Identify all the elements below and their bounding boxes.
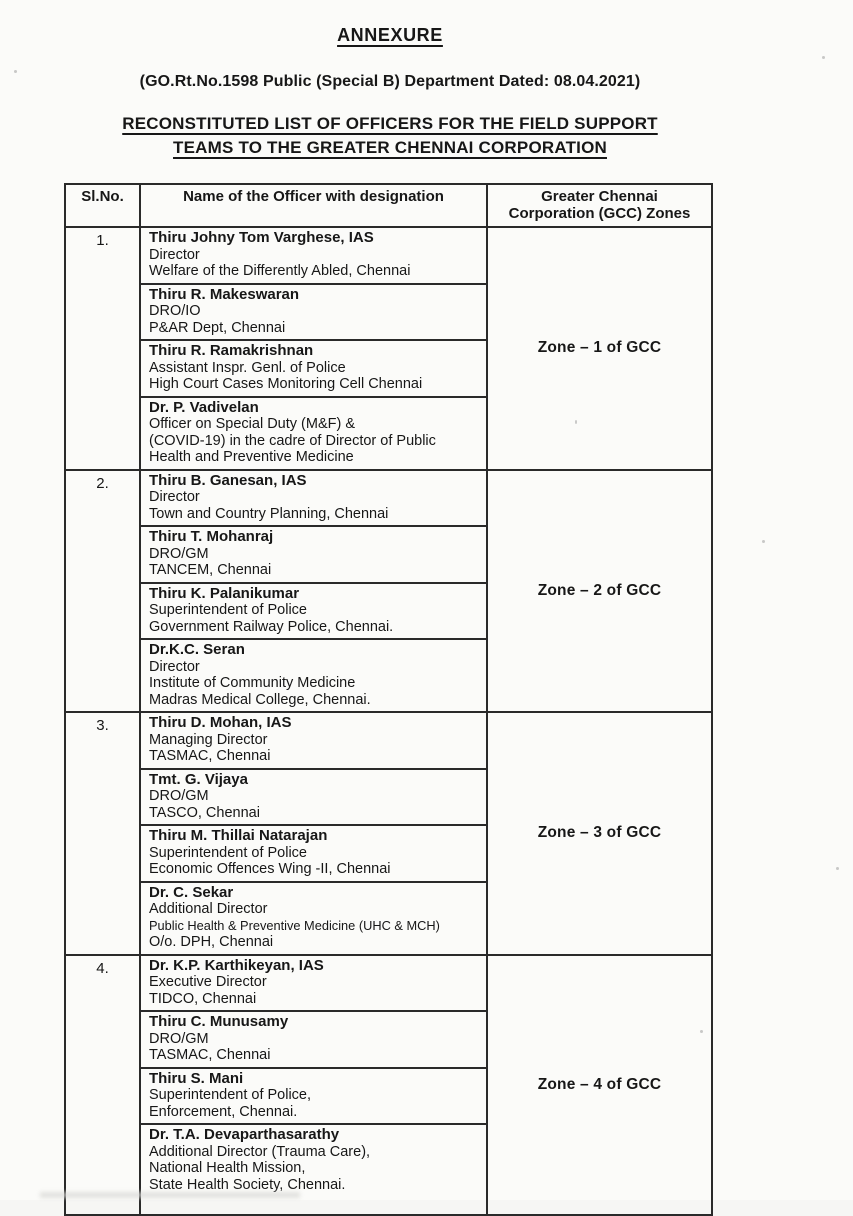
officer-name: Thiru R. Ramakrishnan: [149, 342, 314, 359]
officer-designation-line: Additional Director (Trauma Care),: [149, 1143, 371, 1160]
officer-designation-line: Government Railway Police, Chennai.: [149, 618, 394, 635]
officer-entry: [141, 1010, 486, 1067]
go-reference: (GO.Rt.No.1598 Public (Special B) Department Dated: 08.04.2021): [139, 73, 641, 90]
officer-designation-line: Superintendent of Police,: [149, 1087, 312, 1103]
officer-designation-line: P&AR Dept, Chennai: [149, 319, 286, 336]
officer-designation-line: Officer on Special Duty (M&F) &: [149, 416, 356, 432]
officers-cell: [140, 227, 487, 470]
officer-name: Thiru T. Mohanraj: [149, 528, 274, 545]
officer-designation-line: TANCEM, Chennai: [149, 562, 272, 578]
officer-designation-line: TASCO, Chennai: [149, 804, 260, 821]
officer-name: Tmt. G. Vijaya: [149, 770, 248, 788]
officer-name: Thiru Johny Tom Varghese, IAS: [149, 229, 374, 246]
table-row: [65, 227, 712, 470]
col-header-zone-text: Greater Chennai Corporation (GCC) Zones: [508, 188, 691, 222]
officer-name: Thiru C. Munusamy: [149, 1013, 289, 1030]
officer-designation-line: Superintendent of Police: [149, 844, 307, 861]
officer-designation-line: Superintendent of Police: [149, 602, 307, 618]
slno-cell: 3.: [65, 712, 140, 955]
officers-cell: [140, 470, 487, 713]
officer-designation-line: Town and Country Planning, Chennai: [149, 505, 389, 522]
scan-speckle: [14, 70, 17, 73]
officer-designation-line: TASMAC, Chennai: [149, 1047, 271, 1063]
heading-line-1: RECONSTITUTED LIST OF OFFICERS FOR THE FIELD SUPPORT: [122, 114, 658, 133]
table-row: [65, 470, 712, 713]
officer-designation-line: Assistant Inspr. Genl. of Police: [149, 359, 346, 376]
officer-name: Thiru R. Makeswaran: [149, 285, 300, 303]
table-row: [65, 712, 712, 955]
officer-designation-line: Executive Director: [149, 974, 267, 990]
scan-speckle: [836, 867, 839, 870]
officer-entry: [141, 396, 486, 469]
document-content: [64, 0, 716, 1216]
officer-designation-line: O/o. DPH, Chennai: [149, 934, 274, 950]
officer-entry: [141, 339, 486, 396]
officer-name: Thiru S. Mani: [149, 1069, 244, 1087]
officer-entry: [141, 283, 486, 340]
officer-entry: [141, 1067, 486, 1124]
officer-name: Dr. K.P. Karthikeyan, IAS: [149, 956, 324, 974]
officer-designation-line: High Court Cases Monitoring Cell Chennai: [149, 376, 423, 392]
officers-cell: [140, 955, 487, 1216]
col-header-slno: Sl.No.: [65, 184, 140, 227]
officer-entry: [141, 713, 486, 768]
officer-entry: [141, 956, 486, 1011]
officer-name: Thiru M. Thillai Natarajan: [149, 827, 328, 844]
officer-designation-line: Additional Director: [149, 901, 268, 917]
officer-designation-line: DRO/GM: [149, 545, 209, 562]
officer-name: Thiru D. Mohan, IAS: [149, 714, 292, 731]
officer-entry: [141, 881, 486, 954]
scan-speckle: [575, 420, 577, 424]
officer-designation-line: State Health Society, Chennai.: [149, 1176, 346, 1193]
officer-designation-line: DRO/GM: [149, 788, 209, 804]
officer-designation-line: Director: [149, 246, 200, 263]
scan-speckle: [762, 540, 765, 543]
scan-speckle: [628, 341, 631, 344]
scan-speckle: [822, 56, 825, 59]
officer-name: Dr.K.C. Seran: [149, 641, 245, 658]
officer-designation-line: Director: [149, 489, 200, 505]
officer-name: Dr. C. Sekar: [149, 883, 234, 901]
officer-designation-line: DRO/IO: [149, 303, 201, 319]
officer-designation-line: (COVID-19) in the cadre of Director of Public: [149, 432, 436, 449]
officer-entry: [141, 228, 486, 283]
officer-name: Thiru B. Ganesan, IAS: [149, 471, 307, 489]
officer-designation-line: Managing Director: [149, 731, 268, 748]
officer-entry: [141, 471, 486, 526]
table-row: [65, 955, 712, 1216]
officer-designation-line: National Health Mission,: [149, 1160, 306, 1176]
officer-designation-line: TASMAC, Chennai: [149, 748, 271, 764]
col-header-name: Name of the Officer with designation: [140, 184, 487, 227]
officer-designation-line: Madras Medical College, Chennai.: [149, 691, 371, 708]
officer-designation-line: Health and Preventive Medicine: [149, 449, 354, 465]
officer-designation-line: TIDCO, Chennai: [149, 990, 257, 1007]
officer-designation-line: Welfare of the Differently Abled, Chennai: [149, 263, 411, 279]
officer-designation-line: Enforcement, Chennai.: [149, 1103, 298, 1120]
annexure-title: [64, 25, 716, 46]
officer-name: Dr. P. Vadivelan: [149, 398, 259, 416]
officer-entry: [141, 638, 486, 711]
officer-designation-line: Director: [149, 658, 200, 675]
heading-line-2: TEAMS TO THE GREATER CHENNAI CORPORATION: [173, 138, 607, 157]
col-header-zone: [487, 184, 712, 227]
zone-cell: Zone – 4 of GCC: [487, 955, 712, 1216]
officer-designation-line: Economic Offences Wing -II, Chennai: [149, 861, 391, 877]
officers-cell: [140, 712, 487, 955]
slno-cell: 4.: [65, 955, 140, 1216]
zone-cell: Zone – 3 of GCC: [487, 712, 712, 955]
table-header-row: [65, 184, 712, 227]
officer-entry: [141, 768, 486, 825]
officer-entry: [141, 525, 486, 582]
officer-designation-line: Institute of Community Medicine: [149, 675, 356, 691]
annexure-title-text: ANNEXURE: [337, 25, 443, 45]
officer-name: Thiru K. Palanikumar: [149, 584, 300, 602]
officer-entry: [141, 582, 486, 639]
slno-cell: 2.: [65, 470, 140, 713]
zone-cell: Zone – 2 of GCC: [487, 470, 712, 713]
officers-table: [64, 183, 713, 1216]
officer-designation-line: Public Health & Preventive Medicine (UHC & MCH): [149, 917, 440, 933]
officer-entry: [141, 1123, 486, 1214]
zone-cell: Zone – 1 of GCC: [487, 227, 712, 470]
officer-entry: [141, 824, 486, 881]
scan-smudge: [40, 1192, 300, 1198]
document-heading: [64, 112, 716, 160]
slno-cell: 1.: [65, 227, 140, 470]
officer-designation-line: DRO/GM: [149, 1030, 209, 1047]
scan-speckle: [700, 1030, 703, 1033]
officer-name: Dr. T.A. Devaparthasarathy: [149, 1126, 340, 1143]
